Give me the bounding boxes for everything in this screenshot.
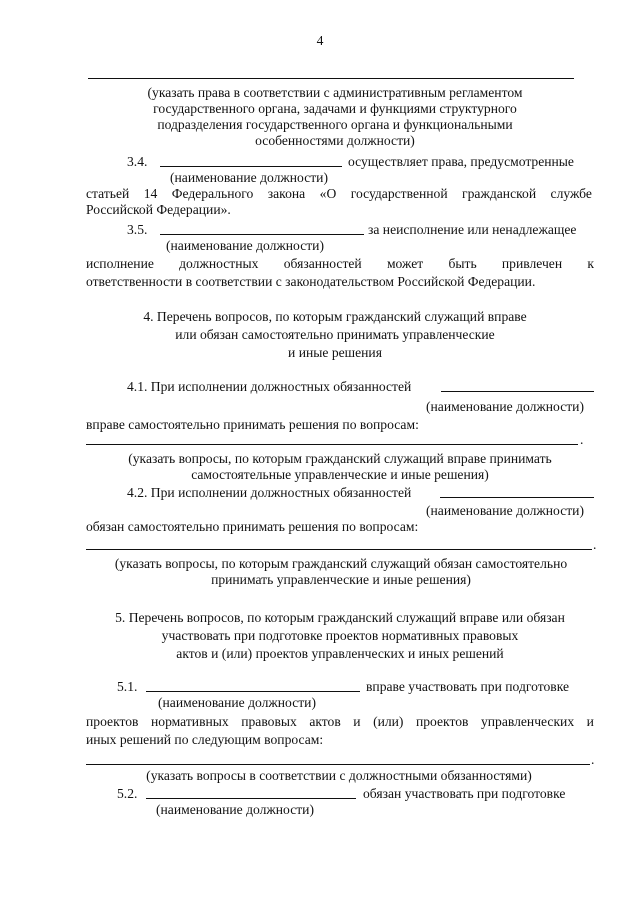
p52-position-line xyxy=(146,798,356,799)
p34-text: осуществляет права, предусмотренные xyxy=(348,154,574,169)
p34-caption: (наименование должности) xyxy=(170,170,328,185)
section-5-title-line-2: участвовать при подготовке проектов нормативных правовых xyxy=(161,628,519,643)
rights-hint-line-4: особенностями должности) xyxy=(255,133,415,148)
rights-hint-line-3: подразделения государственного органа и функциональными xyxy=(157,117,513,132)
p51-answer-line xyxy=(86,764,590,765)
p34-position-line xyxy=(160,166,342,167)
p42-hint-line-2: принимать управленческие и иные решения) xyxy=(211,572,471,587)
p35-number: 3.5. xyxy=(127,222,148,237)
rights-fill-line xyxy=(88,78,574,79)
p41-text: 4.1. При исполнении должностных обязанностей xyxy=(127,379,412,394)
p41-position-line xyxy=(441,391,594,392)
p51-line-2: проектов нормативных правовых актов и (или) проектов управленческих и xyxy=(86,714,594,729)
p35-line-2: исполнение должностных обязанностей может быть привлечен к xyxy=(86,256,594,271)
p34-line-2: статьей 14 Федерального закона «О государственной гражданской службе xyxy=(86,186,592,201)
p51-line-3: иных решений по следующим вопросам: xyxy=(86,732,324,747)
p42-line-2: обязан самостоятельно принимать решения по вопросам: xyxy=(86,519,419,534)
p42-line-period: . xyxy=(593,537,597,552)
p41-line-period: . xyxy=(580,432,584,447)
p42-hint-line-1: (указать вопросы, по которым гражданский служащий обязан самостоятельно xyxy=(114,556,568,571)
p51-text: вправе участвовать при подготовке xyxy=(366,679,569,694)
p34-line-3: Российской Федерации». xyxy=(86,202,231,217)
p42-position-line xyxy=(440,497,594,498)
p35-text: за неисполнение или ненадлежащее xyxy=(368,222,577,237)
p41-caption: (наименование должности) xyxy=(426,399,584,414)
p41-hint-line-2: самостоятельные управленческие и иные решения) xyxy=(191,467,489,482)
rights-hint-line-1: (указать права в соответствии с административным регламентом xyxy=(147,85,523,100)
p34-number: 3.4. xyxy=(127,154,148,169)
p51-position-line xyxy=(146,691,360,692)
p51-number: 5.1. xyxy=(117,679,138,694)
page-number: 4 xyxy=(316,33,324,48)
section-5-title-line-1: 5. Перечень вопросов, по которым гражданский служащий вправе или обязан xyxy=(115,610,565,625)
p52-number: 5.2. xyxy=(117,786,138,801)
p42-text: 4.2. При исполнении должностных обязанностей xyxy=(127,485,412,500)
section-5-title-line-3: актов и (или) проектов управленческих и иных решений xyxy=(176,646,504,661)
p51-hint: (указать вопросы в соответствии с должностными обязанностями) xyxy=(146,768,532,783)
p52-text: обязан участвовать при подготовке xyxy=(363,786,566,801)
p35-line-3: ответственности в соответствии с законодательством Российской Федерации. xyxy=(86,274,536,289)
p41-hint-line-1: (указать вопросы, по которым гражданский служащий вправе принимать xyxy=(128,451,552,466)
rights-hint-line-2: государственного органа, задачами и функциями структурного xyxy=(153,101,517,116)
p51-caption: (наименование должности) xyxy=(158,695,316,710)
section-4-title-line-1: 4. Перечень вопросов, по которым гражданский служащий вправе xyxy=(143,309,527,324)
p51-line-period: . xyxy=(591,752,595,767)
p42-caption: (наименование должности) xyxy=(426,503,584,518)
p42-answer-line xyxy=(86,549,592,550)
p41-answer-line xyxy=(86,444,578,445)
p41-line-2: вправе самостоятельно принимать решения по вопросам: xyxy=(86,417,419,432)
p35-position-line xyxy=(160,234,364,235)
p35-caption: (наименование должности) xyxy=(166,238,324,253)
p52-caption: (наименование должности) xyxy=(156,802,314,817)
section-4-title-line-2: или обязан самостоятельно принимать управленческие xyxy=(175,327,495,342)
section-4-title-line-3: и иные решения xyxy=(288,345,382,360)
